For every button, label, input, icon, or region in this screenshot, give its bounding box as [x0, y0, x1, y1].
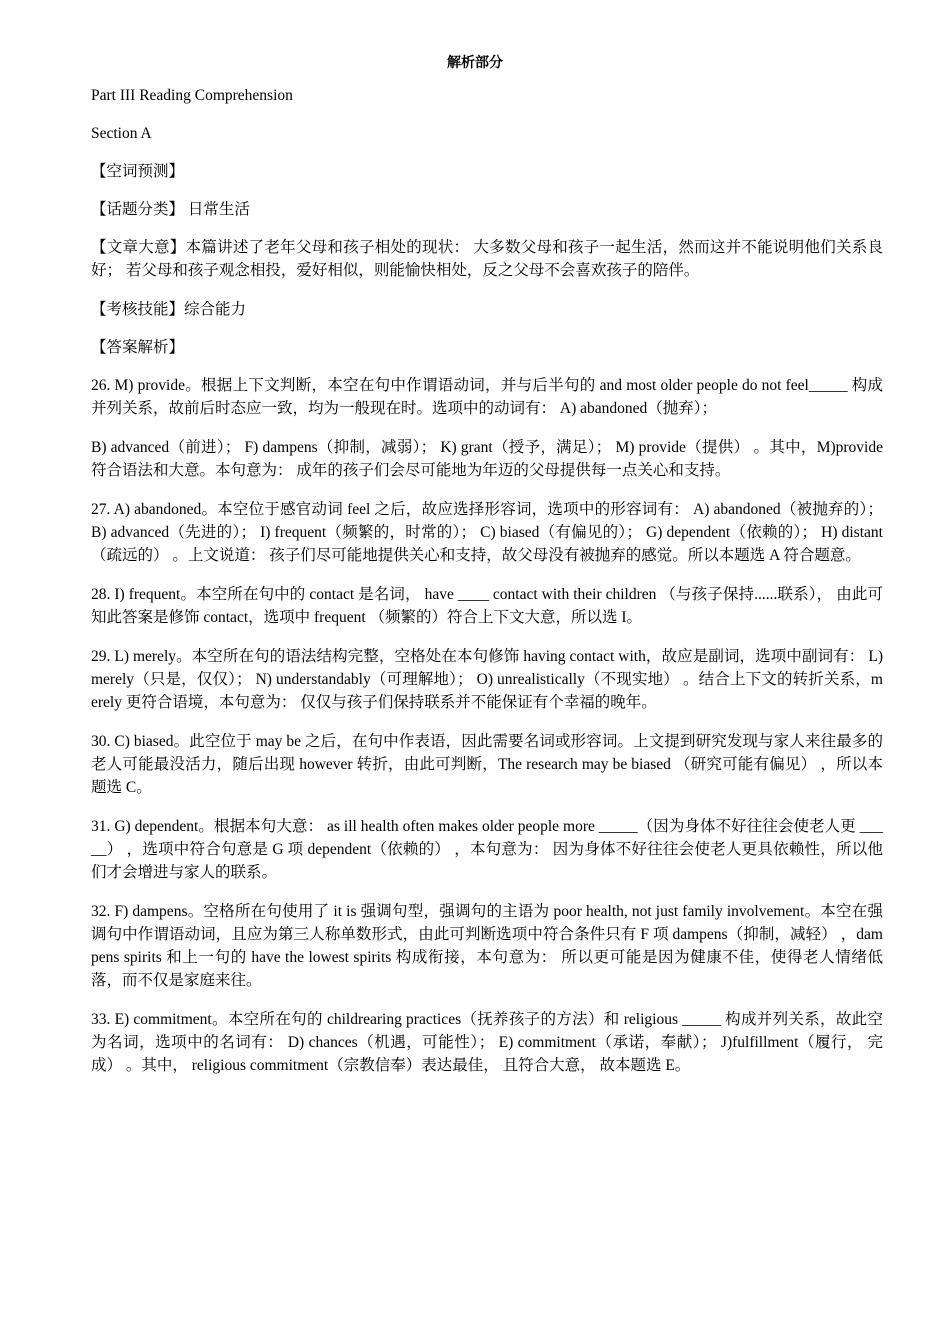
answer-paragraph: 30. C) biased。此空位于 may be 之后，在句中作表语，因此需要名词或形容词。上文提到研究发现与家人来往最多的老人可能最没活力，随后出现 however 转折，由此可判断，The research may be biased （研究可能有偏见） ，所以本题选 C。	[91, 733, 883, 796]
topic-label: 【话题分类】 日常生活	[91, 201, 250, 218]
part-heading: Part III Reading Comprehension	[91, 87, 293, 104]
section-heading: Section A	[91, 125, 152, 142]
answer-paragraph: B) advanced（前进）； F) dampens（抑制，减弱）； K) grant（授予，满足）； M) provide（提供） 。其中，M)provide 符合语法和大意。本句意为： 成年的孩子们会尽可能地为年迈的父母提供每一点关心和支持。	[91, 439, 883, 479]
answer-paragraph: 33. E) commitment。本空所在句的 childrearing practices（抚养孩子的方法）和 religious _____ 构成并列关系，故此空为名词，选项中的名词有： D) chances（机遇，可能性）； E) commitment（承诺，奉献）； J)fulfillment（履行， 完成） 。其中， religious commitment（宗教信奉）表达最佳， 且符合大意， 故本题选 E。	[91, 1011, 883, 1074]
page-title: 解析部分	[447, 54, 503, 70]
summary-paragraph: 【文章大意】本篇讲述了老年父母和孩子相处的现状： 大多数父母和孩子一起生活，然而这并不能说明他们关系良好； 若父母和孩子观念相投，爱好相似，则能愉快相处，反之父母不会喜欢孩子的陪伴。	[91, 239, 883, 279]
answer-paragraph: 32. F) dampens。空格所在句使用了 it is 强调句型，强调句的主语为 poor health, not just family involvement。本空在强调句中作谓语动词，且应为第三人称单数形式，由此可判断选项中符合条件只有 F 项 dampens（抑制，减轻） ，dampens spirits 和上一句的 have the lowest spirits 构成衔接，本句意为： 所以更可能是因为健康不佳，使得老人情绪低落，而不仅是家庭来往。	[91, 903, 883, 989]
document-body	[91, 84, 883, 1093]
skill-label: 【考核技能】综合能力	[91, 301, 247, 318]
answer-paragraph: 27. A) abandoned。本空位于感官动词 feel 之后，故应选择形容词，选项中的形容词有： A) abandoned（被抛弃的）； B) advanced（先进的）； I) frequent（频繁的，时常的）； C) biased（有偏见的）； G) dependent（依赖的）； H) distant（疏远的） 。上文说道： 孩子们尽可能地提供关心和支持，故父母没有被抛弃的感觉。所以本题选 A 符合题意。	[91, 501, 883, 564]
answer-paragraph: 26. M) provide。根据上下文判断，本空在句中作谓语动词，并与后半句的 and most older people do not feel_____ 构成并列关系，故前后时态应一致，均为一般现在时。选项中的动词有： A) abandoned（抛弃）；	[91, 377, 883, 417]
answer-paragraph: 28. I) frequent。本空所在句中的 contact 是名词， have ____ contact with their children （与孩子保持......联系）， 由此可知此答案是修饰 contact，选项中 frequent （频繁的）符合上下文大意，所以选 I。	[91, 586, 883, 626]
answer-paragraph: 31. G) dependent。根据本句大意： as ill health often makes older people more _____（因为身体不好往往会使老人更 _____） ，选项中符合句意是 G 项 dependent（依赖的） ，本句意为： 因为身体不好往往会使老人更具依赖性，所以他们才会增进与家人的联系。	[91, 818, 883, 881]
answer-paragraph: 29. L) merely。本空所在句的语法结构完整，空格处在本句修饰 having contact with，故应是副词，选项中副词有： L) merely（只是，仅仅）； N) understandably（可理解地）； O) unrealistically（不现实地） 。结合上下文的转折关系，merely 更符合语境，本句意为： 仅仅与孩子们保持联系并不能保证有个幸福的晚年。	[91, 648, 883, 711]
answers-label: 【答案解析】	[91, 339, 185, 356]
predict-label: 【空词预测】	[91, 163, 185, 180]
